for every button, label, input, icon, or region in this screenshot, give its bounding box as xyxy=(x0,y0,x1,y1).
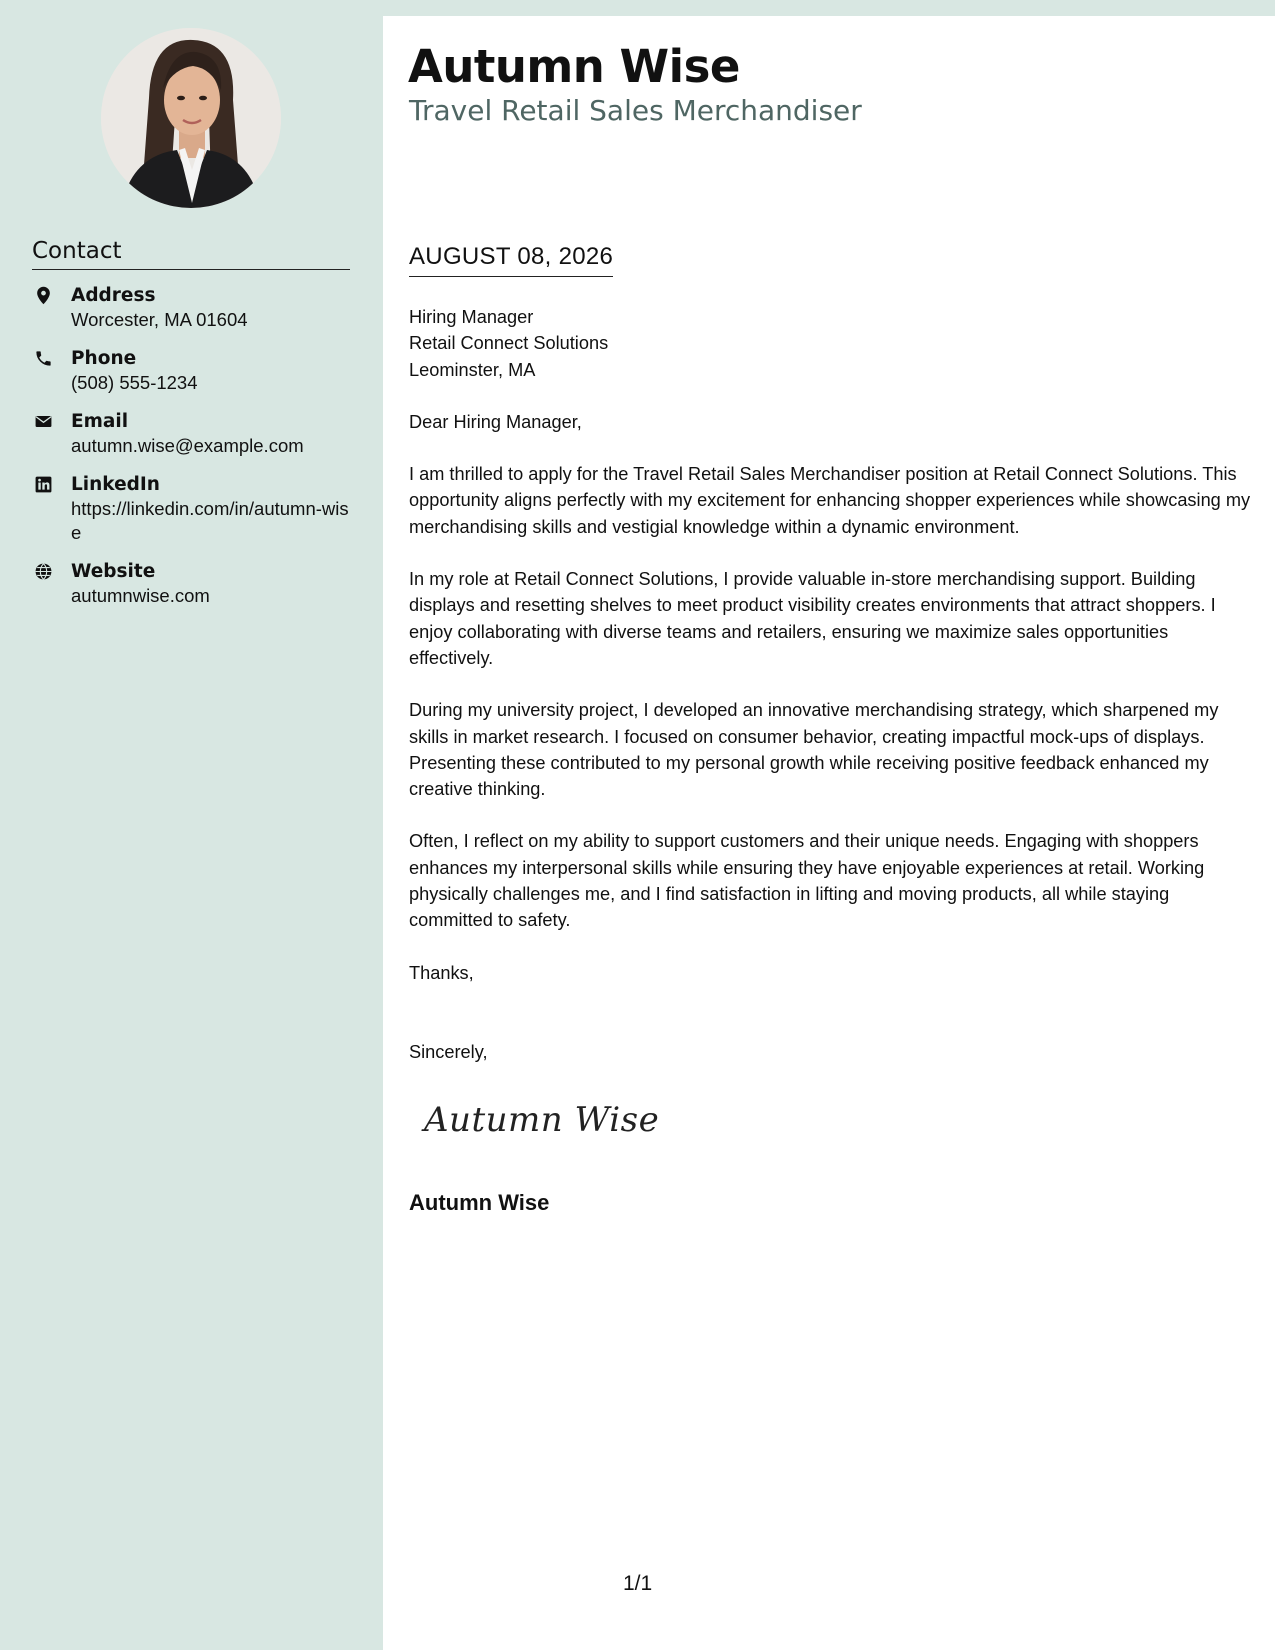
contact-linkedin xyxy=(32,473,352,545)
paragraph: Often, I reflect on my ability to support customers and their unique needs. Engaging with shoppers enhances my interpersonal skills while ensuring they have enjoyable experiences at retail. Working physically challenges me, and I find satisfaction in lifting and moving products, all while staying committed to safety. xyxy=(409,831,1205,931)
recipient-line: Hiring Manager xyxy=(409,307,534,327)
profile-photo xyxy=(101,28,281,208)
contact-label: Email xyxy=(71,411,129,432)
contact-value[interactable]: https://linkedin.com/in/autumn-wise xyxy=(71,498,349,543)
page-number: 1/1 xyxy=(623,1572,653,1595)
paragraph: During my university project, I developed an innovative merchandising strategy, which sharpened my skills in market research. I focused on consumer behavior, creating impactful mock-ups of displays. Presenting these contributed to my personal growth while receiving positive feedback enhanced my creative thinking. xyxy=(409,700,1219,800)
contact-value: Worcester, MA 01604 xyxy=(71,309,248,330)
closing-line: Sincerely, xyxy=(409,1041,488,1062)
paragraph: In my role at Retail Connect Solutions, I provide valuable in-store merchandising support. Building displays and resetting shelves to meet product visibility creates environments that attract shoppers. I enjoy collaborating with diverse teams and retailers, ensuring we maximize sales opportunities effectively. xyxy=(409,569,1216,668)
contact-label: Address xyxy=(71,285,156,306)
paragraph: I am thrilled to apply for the Travel Retail Sales Merchandiser position at Retail Connect Solutions. This opportunity aligns perfectly with my excitement for enhancing shopper experiences while showcasing my merchandising skills and vestigial knowledge within a dynamic environment. xyxy=(409,464,1251,537)
globe-icon xyxy=(34,562,53,581)
contact-value: (508) 555-1234 xyxy=(71,372,198,393)
contact-value[interactable]: autumnwise.com xyxy=(71,585,210,606)
linkedin-icon xyxy=(34,475,53,494)
phone-icon xyxy=(34,349,53,368)
salutation: Dear Hiring Manager, xyxy=(409,411,582,432)
signer-name: Autumn Wise xyxy=(409,1190,550,1215)
signature: Autumn Wise xyxy=(424,1100,660,1140)
letter-body xyxy=(409,304,1254,1091)
thanks-line: Thanks, xyxy=(409,962,474,983)
contact-label: Phone xyxy=(71,348,137,369)
contact-website xyxy=(32,560,352,608)
recipient-line: Retail Connect Solutions xyxy=(409,333,609,354)
letter-date: AUGUST 08, 2026 xyxy=(409,244,613,277)
job-title: Travel Retail Sales Merchandiser xyxy=(409,94,862,127)
contact-address xyxy=(32,284,352,332)
contact-label: LinkedIn xyxy=(71,474,160,495)
location-pin-icon xyxy=(34,286,53,305)
contact-value: autumn.wise@example.com xyxy=(71,435,304,456)
contact-label: Website xyxy=(71,561,156,582)
recipient-line: Leominster, MA xyxy=(409,359,536,380)
applicant-name: Autumn Wise xyxy=(408,40,740,93)
envelope-icon xyxy=(34,412,53,431)
contact-heading: Contact xyxy=(32,240,350,270)
contact-phone xyxy=(32,347,352,395)
recipient-block xyxy=(409,304,1254,383)
contact-list xyxy=(32,284,352,623)
contact-email xyxy=(32,410,352,458)
